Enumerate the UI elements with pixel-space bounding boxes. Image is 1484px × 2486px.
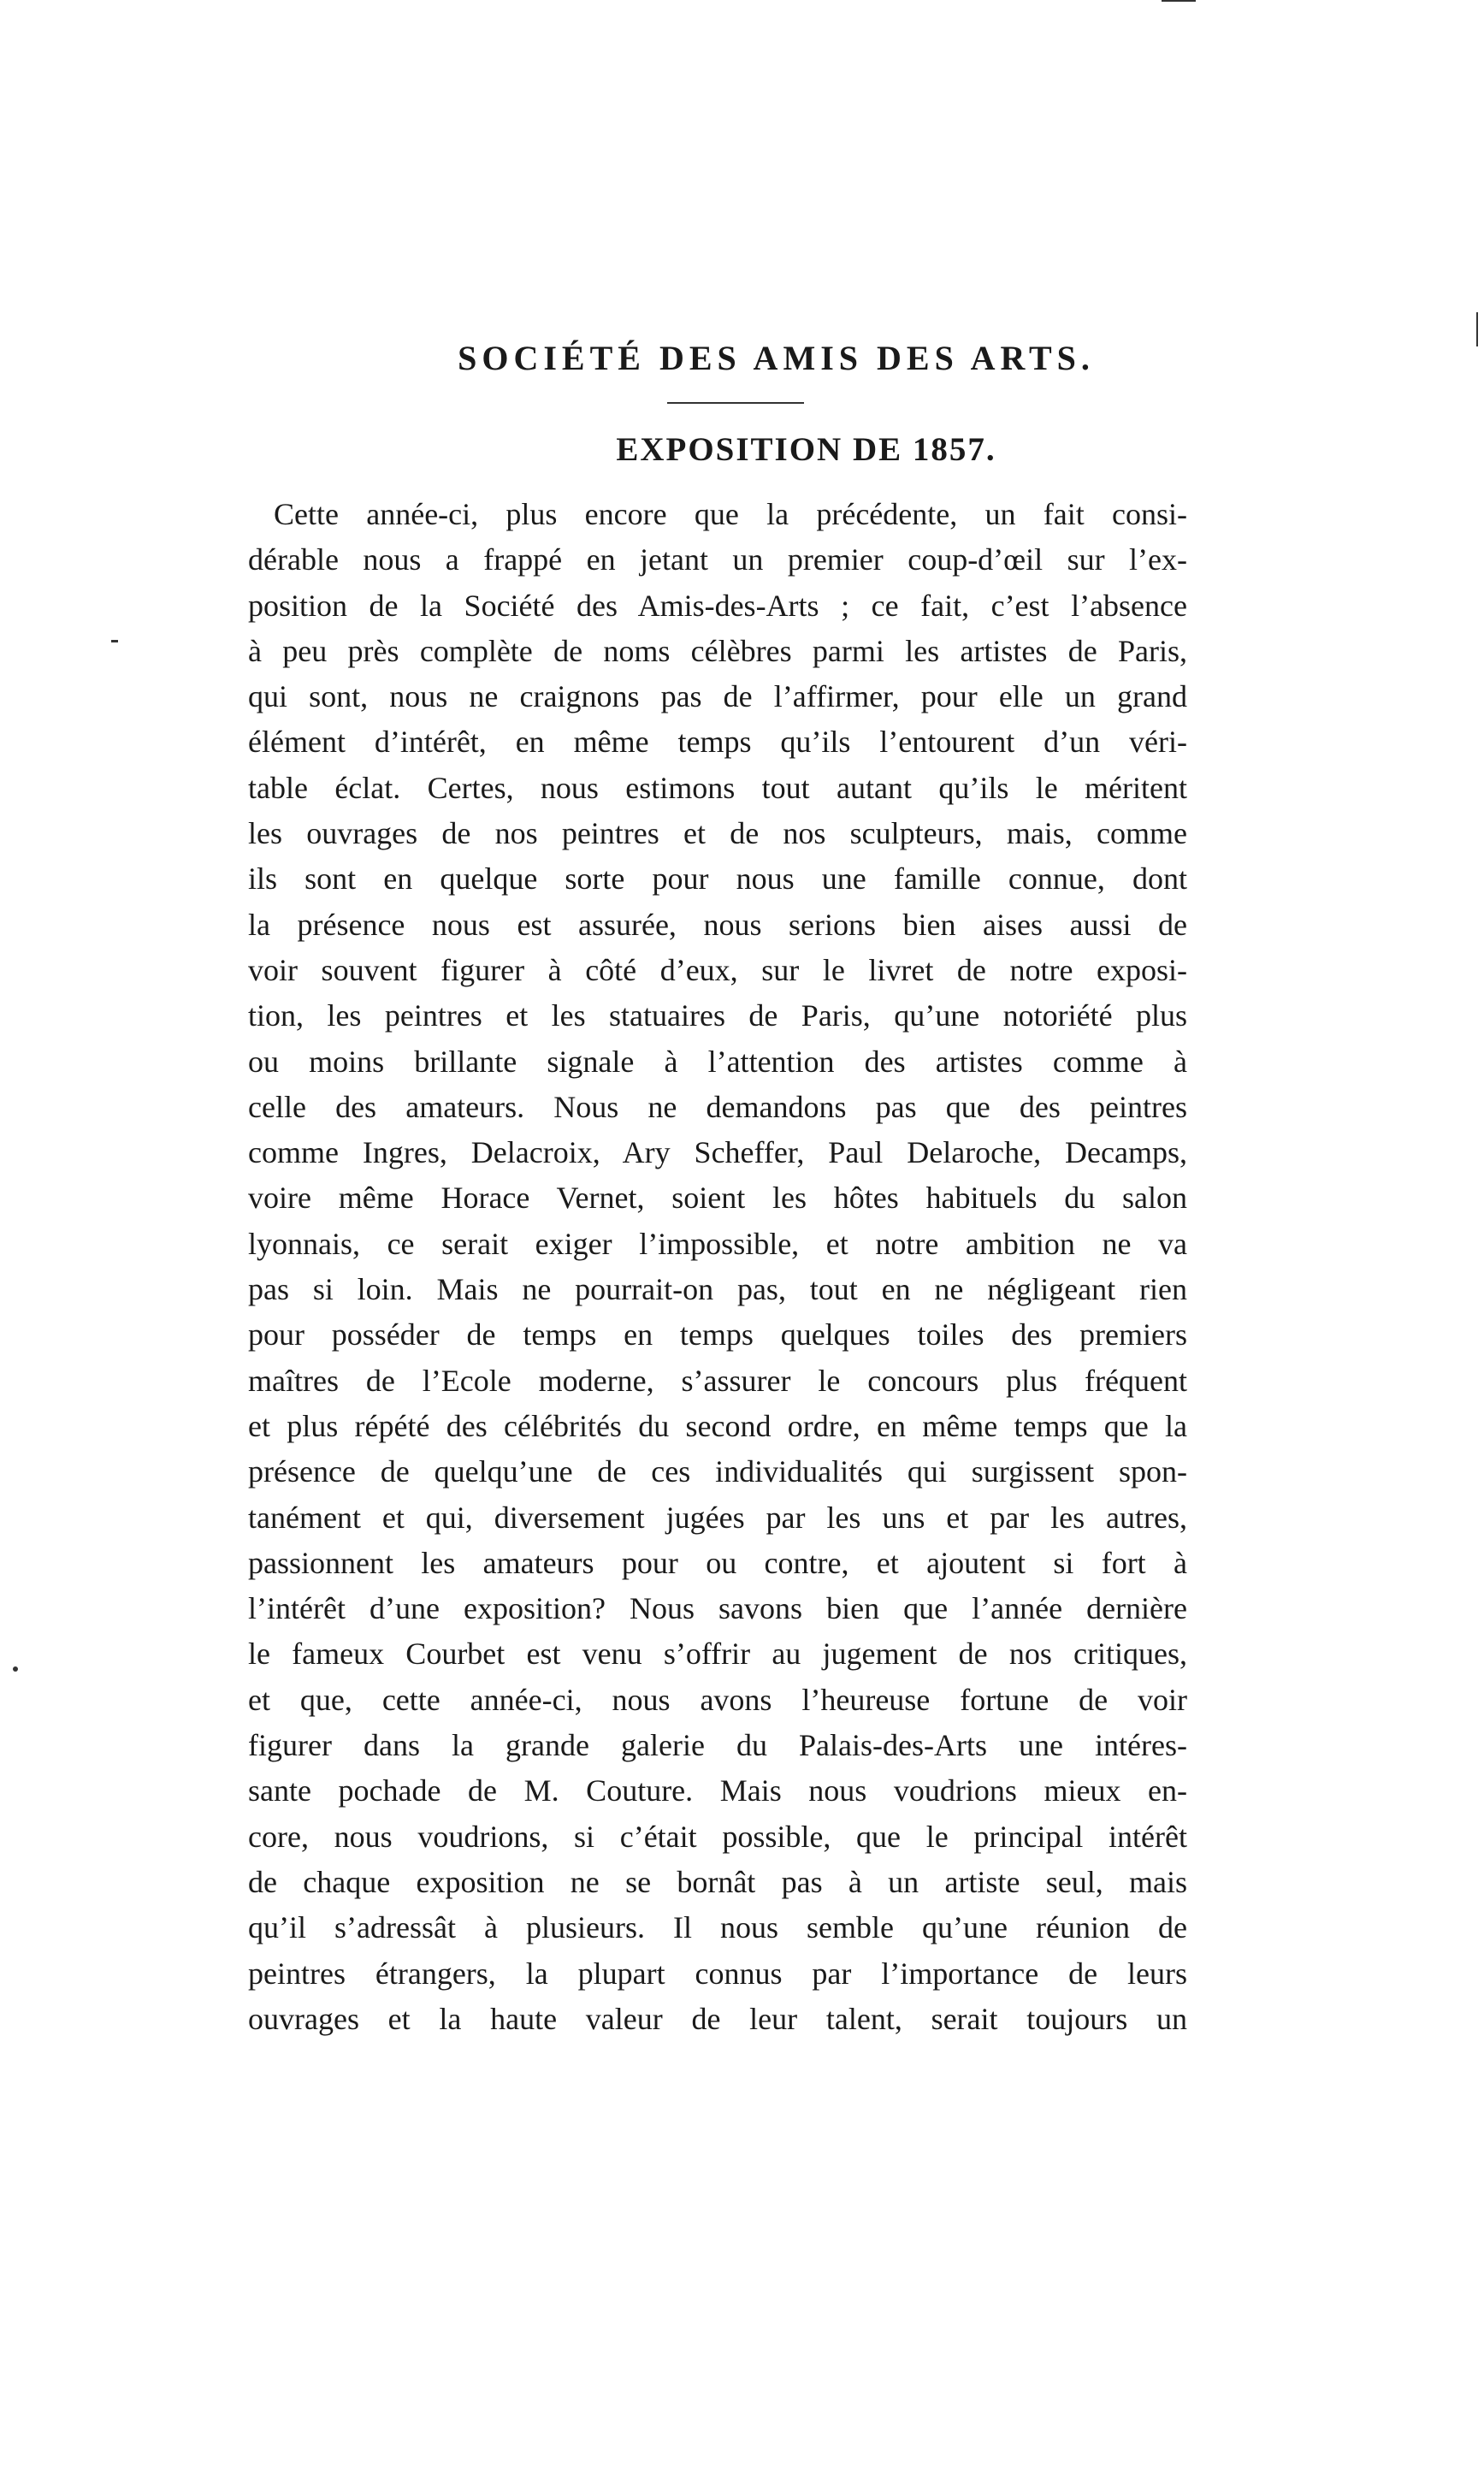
text-line: passionnent les amateurs pour ou contre, et ajoutent si fort à <box>248 1545 1187 1580</box>
text-line: voir souvent figurer à côté d’eux, sur le livret de notre exposi- <box>248 952 1187 987</box>
text-line: qui sont, nous ne craignons pas de l’affirmer, pour elle un grand <box>248 679 1187 714</box>
text-line: position de la Société des Amis-des-Arts ; ce fait, c’est l’absence <box>248 588 1187 623</box>
text-line: lyonnais, ce serait exiger l’impossible, et notre ambition ne va <box>248 1226 1187 1261</box>
page-subheading: EXPOSITION DE 1857. <box>616 431 996 468</box>
text-line: figurer dans la grande galerie du Palais-des-Arts une intéres- <box>248 1728 1187 1763</box>
text-line: voire même Horace Vernet, soient les hôtes habituels du salon <box>248 1181 1187 1216</box>
scan-mark <box>1162 0 1196 2</box>
text-line: pas si loin. Mais ne pourrait-on pas, tout en ne négligeant rien <box>248 1272 1187 1307</box>
text-line: qu’il s’adressât à plusieurs. Il nous semble qu’une réunion de <box>248 1910 1187 1945</box>
text-line: et plus répété des célébrités du second ordre, en même temps que la <box>248 1408 1187 1443</box>
body-paragraph <box>248 492 1187 2042</box>
text-line: l’intérêt d’une exposition? Nous savons bien que l’année dernière <box>248 1591 1187 1626</box>
text-line: à peu près complète de noms célèbres parmi les artistes de Paris, <box>248 633 1187 668</box>
text-line: présence de quelqu’une de ces individualités qui surgissent spon- <box>248 1454 1187 1489</box>
text-line: Cette année-ci, plus encore que la précédente, un fait consi- <box>274 497 1187 531</box>
text-line: tion, les peintres et les statuaires de Paris, qu’une notoriété plus <box>248 998 1187 1033</box>
text-line: de chaque exposition ne se bornât pas à un artiste seul, mais <box>248 1864 1187 1899</box>
text-line: tanément et qui, diversement jugées par les uns et par les autres, <box>248 1500 1187 1535</box>
text-line: ouvrages et la haute valeur de leur talent, serait toujours un <box>248 2001 1187 2036</box>
page-heading: SOCIÉTÉ DES AMIS DES ARTS. <box>458 339 1095 377</box>
text-line: et que, cette année-ci, nous avons l’heureuse fortune de voir <box>248 1682 1187 1717</box>
text-line: pour posséder de temps en temps quelques toiles des premiers <box>248 1317 1187 1353</box>
text-line: les ouvrages de nos peintres et de nos sculpteurs, mais, comme <box>248 816 1187 851</box>
text-line: celle des amateurs. Nous ne demandons pas que des peintres <box>248 1089 1187 1124</box>
text-line: comme Ingres, Delacroix, Ary Scheffer, Paul Delaroche, Decamps, <box>248 1135 1187 1170</box>
text-line: ou moins brillante signale à l’attention des artistes comme à <box>248 1044 1187 1079</box>
text-line: sante pochade de M. Couture. Mais nous voudrions mieux en- <box>248 1773 1187 1808</box>
text-line: table éclat. Certes, nous estimons tout autant qu’ils le méritent <box>248 770 1187 805</box>
scan-mark <box>1476 312 1478 346</box>
scan-mark <box>111 640 118 642</box>
text-line: élément d’intérêt, en même temps qu’ils l’entourent d’un véri- <box>248 725 1187 760</box>
text-line: peintres étrangers, la plupart connus par l’importance de leurs <box>248 1956 1187 1991</box>
scan-mark <box>13 1666 18 1672</box>
text-line: le fameux Courbet est venu s’offrir au jugement de nos critiques, <box>248 1637 1187 1672</box>
heading-rule <box>667 402 804 404</box>
text-line: core, nous voudrions, si c’était possible, que le principal intérêt <box>248 1819 1187 1854</box>
text-line: la présence nous est assurée, nous serions bien aises aussi de <box>248 907 1187 942</box>
text-line: ils sont en quelque sorte pour nous une famille connue, dont <box>248 861 1187 897</box>
text-line: dérable nous a frappé en jetant un premier coup-d’œil sur l’ex- <box>248 542 1187 577</box>
text-line: maîtres de l’Ecole moderne, s’assurer le concours plus fréquent <box>248 1363 1187 1398</box>
